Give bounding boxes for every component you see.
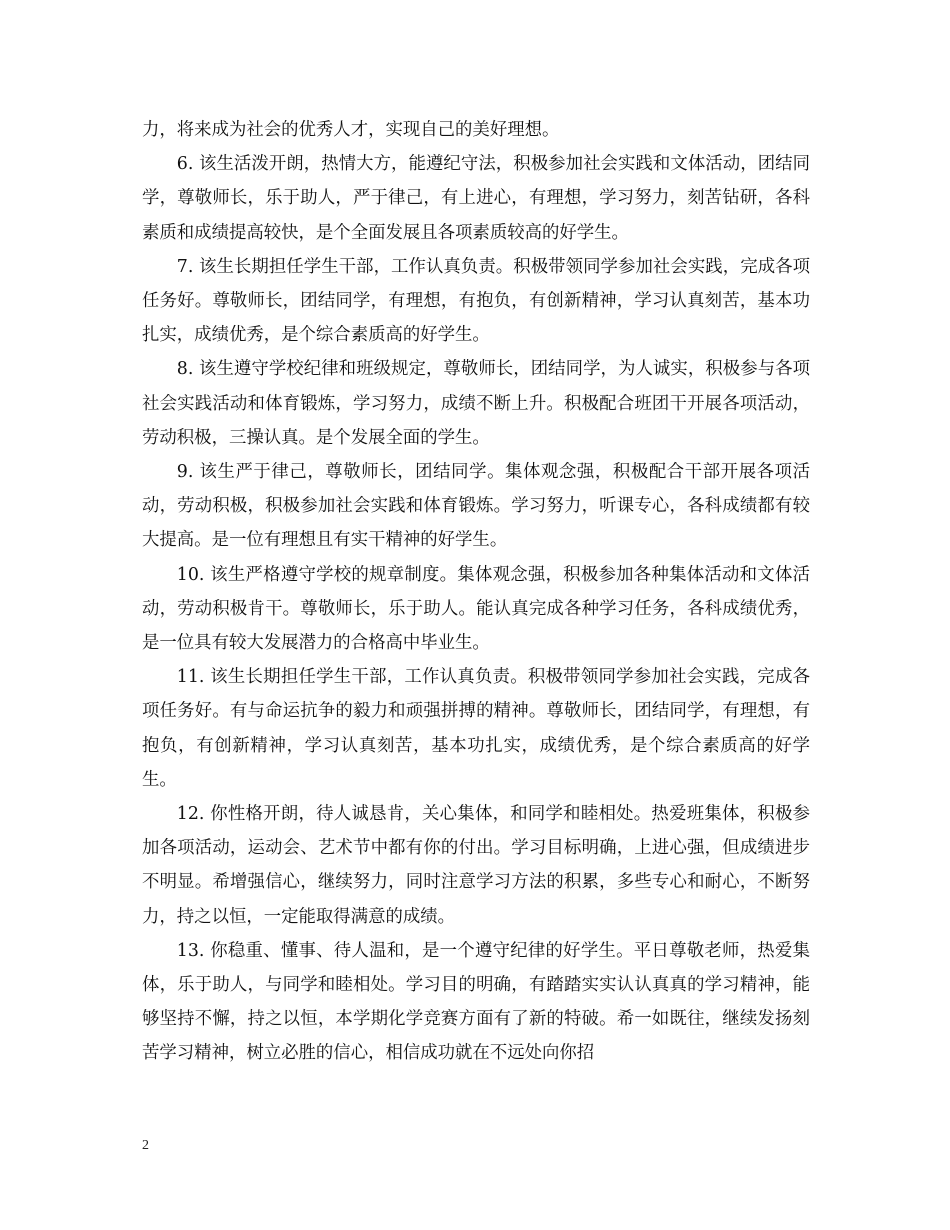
paragraph: 8. 该生遵守学校纪律和班级规定，尊敬师长，团结同学，为人诚实，积极参与各项社会实践活动和体育锻炼，学习努力，成绩不断上升。积极配合班团干开展各项活动，劳动积极，三操认真。是个发展全面的学生。 xyxy=(142,359,810,448)
paragraph: 13. 你稳重、懂事、待人温和，是一个遵守纪律的好学生。平日尊敬老师，热爱集体，乐于助人，与同学和睦相处。学习目的明确，有踏踏实实认认真真的学习精神，能够坚持不懈，持之以恒，本学期化学竞赛方面有了新的特破。希一如既往，继续发扬刻苦学习精神，树立必胜的信心，相信成功就在不远处向你招 xyxy=(142,940,810,1064)
paragraph: 11. 该生长期担任学生干部，工作认真负责。积极带领同学参加社会实践，完成各项任务好。有与命运抗争的毅力和顽强拼搏的精神。尊敬师长，团结同学，有理想，有抱负，有创新精神，学习认真刻苦，基本功扎实，成绩优秀，是个综合素质高的好学生。 xyxy=(142,667,810,790)
paragraph: 7. 该生长期担任学生干部，工作认真负责。积极带领同学参加社会实践，完成各项任务好。尊敬师长，团结同学，有理想，有抱负，有创新精神，学习认真刻苦，基本功扎实，成绩优秀，是个综合素质高的好学生。 xyxy=(142,256,810,346)
page-number: 2 xyxy=(142,1138,149,1153)
paragraph: 力，将来成为社会的优秀人才，实现自己的美好理想。 xyxy=(142,120,560,140)
paragraph: 9. 该生严于律己，尊敬师长，团结同学。集体观念强，积极配合干部开展各项活动，劳动积极，积极参加社会实践和体育锻炼。学习努力，听课专心，各科成绩都有较大提高。是一位有理想且有实干精神的好学生。 xyxy=(142,462,810,551)
paragraph: 12. 你性格开朗，待人诚恳肯，关心集体，和同学和睦相处。热爱班集体，积极参加各项活动，运动会、艺术节中都有你的付出。学习目标明确，上进心强，但成绩进步不明显。希增强信心，继续努力，同时注意学习方法的积累，多些专心和耐心，不断努力，持之以恒，一定能取得满意的成绩。 xyxy=(142,804,810,927)
document-body xyxy=(142,113,810,1071)
paragraph: 6. 该生活泼开朗，热情大方，能遵纪守法，积极参加社会实践和文体活动，团结同学，尊敬师长，乐于助人，严于律己，有上进心，有理想，学习努力，刻苦钻研，各科素质和成绩提高较快，是个全面发展且各项素质较高的好学生。 xyxy=(142,154,810,243)
paragraph: 10. 该生严格遵守学校的规章制度。集体观念强，积极参加各种集体活动和文体活动，劳动积极肯干。尊敬师长，乐于助人。能认真完成各种学习任务，各科成绩优秀，是一位具有较大发展潜力的合格高中毕业生。 xyxy=(142,564,810,654)
